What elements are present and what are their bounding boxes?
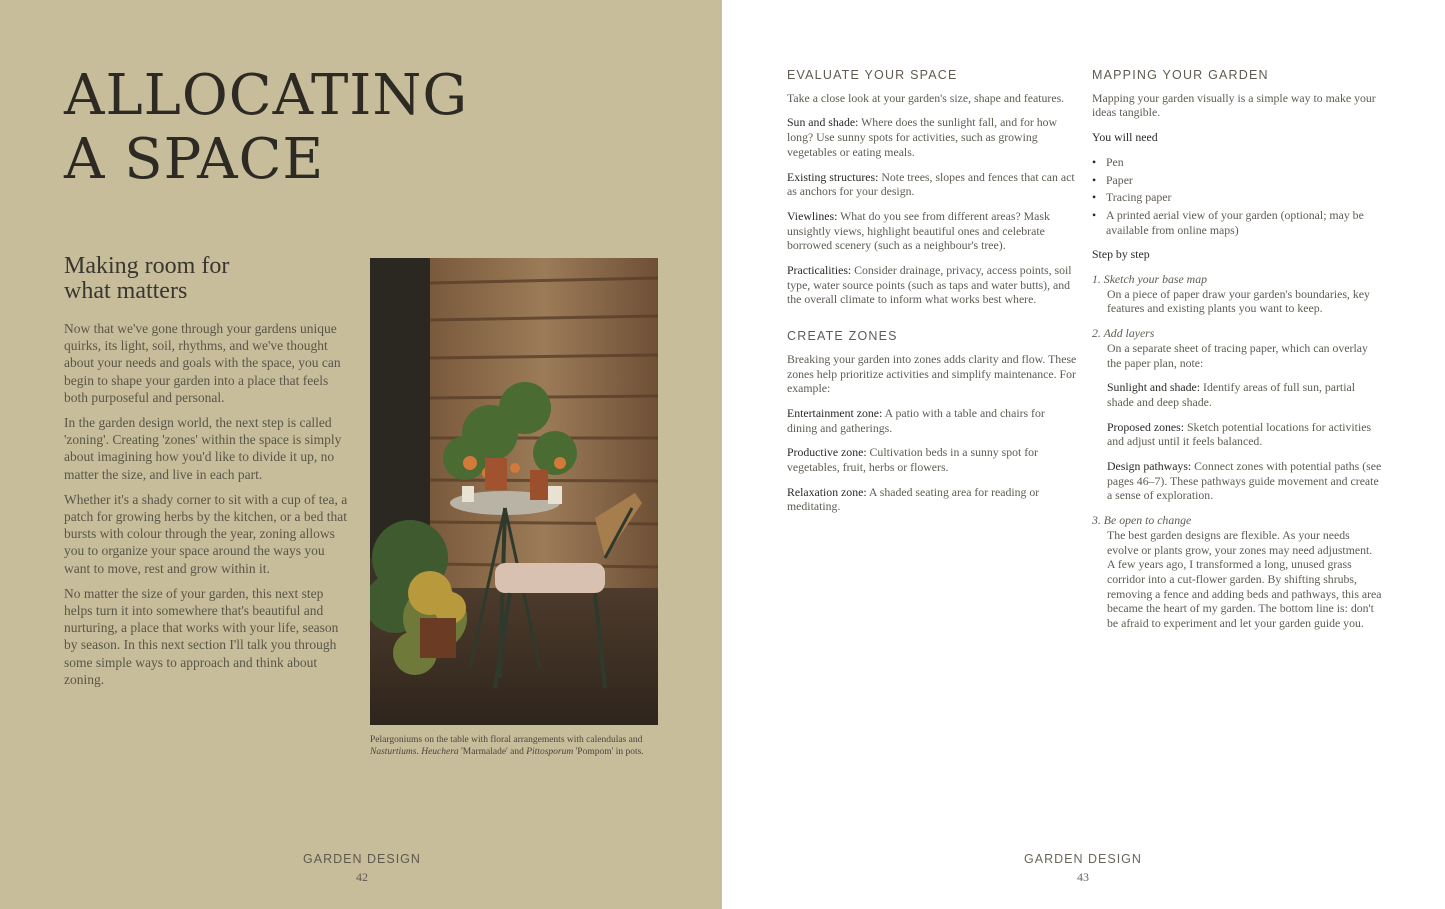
intro-paragraph-1: Now that we've gone through your gardens unique quirks, its light, soil, rhythms, and we've thought about your needs and goals with the space, you can begin to shape your garden into a place that feels both purposeful and personal.	[64, 321, 341, 405]
step-body: On a separate sheet of tracing paper, which can overlay the paper plan, note:	[1107, 340, 1368, 370]
page-number: 43	[1077, 870, 1089, 884]
item-label: Sun and shade:	[787, 115, 859, 130]
zones-intro: Breaking your garden into zones adds clarity and flow. These zones help prioritize activities and simplify maintenance. For example:	[787, 351, 1077, 396]
garden-photo	[370, 258, 658, 725]
footer-left	[262, 852, 462, 885]
evaluate-item	[787, 115, 1077, 159]
left-page	[0, 0, 722, 909]
evaluate-item	[787, 170, 1077, 199]
evaluate-heading: EVALUATE YOUR SPACE	[787, 68, 958, 82]
step-body: The best garden designs are flexible. As your needs evolve or plants grow, your zones may need adjustment. A few years ago, I transformed a long, unused grass corridor into a cut-flower garden. By shifting shrubs, removing a fence and adding beds and pathways, this area became the heart of my garden. The bottom line is: don't be afraid to experiment and let your garden guide you.	[1107, 527, 1382, 631]
title-line-1: ALLOCATING	[64, 63, 469, 128]
item-text: Sketch potential locations for activities and adjust until it feels balanced.	[1107, 419, 1372, 449]
right-column-1	[787, 68, 1077, 524]
layer-item	[1092, 380, 1382, 409]
item-text: A shaded seating area for reading or meditating.	[787, 484, 1040, 514]
item-label: Existing structures:	[787, 169, 879, 184]
photo-caption	[370, 734, 650, 758]
step-body: On a piece of paper draw your garden's boundaries, key features and existing plants you want to keep.	[1107, 286, 1370, 316]
title-line-2: A SPACE	[64, 127, 325, 192]
caption-italic-heuchera: Heuchera	[421, 747, 459, 757]
footer-section-title: GARDEN DESIGN	[1024, 852, 1142, 866]
list-item: • Pen	[1092, 155, 1382, 170]
list-item: • Paper	[1092, 173, 1382, 188]
evaluate-item	[787, 209, 1077, 253]
layer-item	[1092, 459, 1382, 503]
zone-item	[787, 485, 1077, 514]
caption-text-2: .	[416, 747, 422, 757]
you-will-need-label: You will need	[1092, 130, 1158, 145]
mapping-intro: Mapping your garden visually is a simple way to make your ideas tangible.	[1092, 90, 1376, 120]
item-text: Cultivation beds in a sunny spot for vegetables, fruit, herbs or flowers.	[787, 445, 1038, 475]
step-title: 2. Add layers	[1092, 326, 1155, 341]
page-title	[64, 64, 468, 192]
footer-right	[983, 852, 1183, 885]
step-title: 3. Be open to change	[1092, 513, 1192, 528]
page-number: 42	[356, 870, 368, 884]
item-label: Practicalities:	[787, 263, 852, 278]
item-text: Connect zones with potential paths (see pages 46–7). These pathways guide movement and create a sense of exploration.	[1107, 459, 1382, 503]
list-item: • Tracing paper	[1092, 190, 1382, 205]
item-text: A patio with a table and chairs for dining and gatherings.	[787, 405, 1045, 435]
item-label: Design pathways:	[1107, 459, 1192, 474]
footer-section-title: GARDEN DESIGN	[303, 852, 421, 866]
item-label: Relaxation zone:	[787, 484, 867, 499]
subheading-line-1: Making room for	[64, 253, 230, 279]
zone-item	[787, 445, 1077, 474]
intro-text	[64, 320, 354, 696]
caption-italic-pittosporum: Pittosporum	[526, 747, 574, 757]
intro-paragraph-2: In the garden design world, the next step is called 'zoning'. Creating 'zones' within the space is simply about imagining how you'd like to divide it up, no matter the size, and live in each part.	[64, 415, 342, 482]
step-1	[1092, 272, 1382, 316]
caption-text-4: 'Pompom' in pots.	[573, 747, 644, 757]
item-label: Sunlight and shade:	[1107, 380, 1201, 395]
caption-text-1: Pelargoniums on the table with floral arrangements with calendulas and	[370, 735, 643, 745]
zones-heading: CREATE ZONES	[787, 329, 898, 344]
item-label: Productive zone:	[787, 445, 867, 460]
layer-item	[1092, 420, 1382, 449]
item-text: What do you see from different areas? Mask unsightly views, highlight beautiful ones and celebrate borrowed scenery (such as a neighbour's tree).	[787, 208, 1050, 253]
intro-paragraph-3: Whether it's a shady corner to sit with a cup of tea, a patch for growing herbs by the kitchen, or a bed that bursts with colour through the year, zoning allows you to organize your space around the ways you want to move, rest and grow within it.	[64, 491, 348, 576]
intro-paragraph-4: No matter the size of your garden, this next step helps turn it into somewhere that's beautiful and nurturing, a place that works with your life, season by season. In this next section I'll talk you through some simple ways to approach and think about zoning.	[64, 585, 339, 687]
item-label: Viewlines:	[787, 208, 838, 223]
step-3	[1092, 513, 1382, 631]
evaluate-intro: Take a close look at your garden's size, shape and features.	[787, 90, 1065, 105]
subheading-line-2: what matters	[64, 278, 188, 304]
caption-italic-nasturtiums: Nasturtiums	[370, 747, 417, 757]
step-title: 1. Sketch your base map	[1092, 272, 1207, 287]
item-label: Entertainment zone:	[787, 405, 883, 420]
list-item: • A printed aerial view of your garden (optional; may be available from online maps)	[1092, 208, 1382, 237]
zone-item	[787, 406, 1077, 435]
caption-text-3: 'Marmalade' and	[458, 747, 527, 757]
item-text: Where does the sunlight fall, and for how long? Use sunny spots for activities, such as growing vegetables or eating meals.	[787, 115, 1058, 159]
step-by-step-label: Step by step	[1092, 247, 1150, 262]
right-column-2	[1092, 68, 1382, 641]
evaluate-item	[787, 263, 1077, 307]
step-2	[1092, 326, 1382, 370]
mapping-heading: MAPPING YOUR GARDEN	[1092, 68, 1269, 82]
item-text: Identify areas of full sun, partial shade and deep shade.	[1107, 380, 1356, 409]
subheading	[64, 254, 324, 304]
item-text: Note trees, slopes and fences that can act as anchors for your design.	[787, 169, 1075, 199]
item-text: Consider drainage, privacy, access points, soil type, water source points (such as taps and water butts), and the overall climate to inform what works best where.	[787, 263, 1072, 307]
item-label: Proposed zones:	[1107, 419, 1184, 434]
supplies-list	[1092, 155, 1382, 238]
